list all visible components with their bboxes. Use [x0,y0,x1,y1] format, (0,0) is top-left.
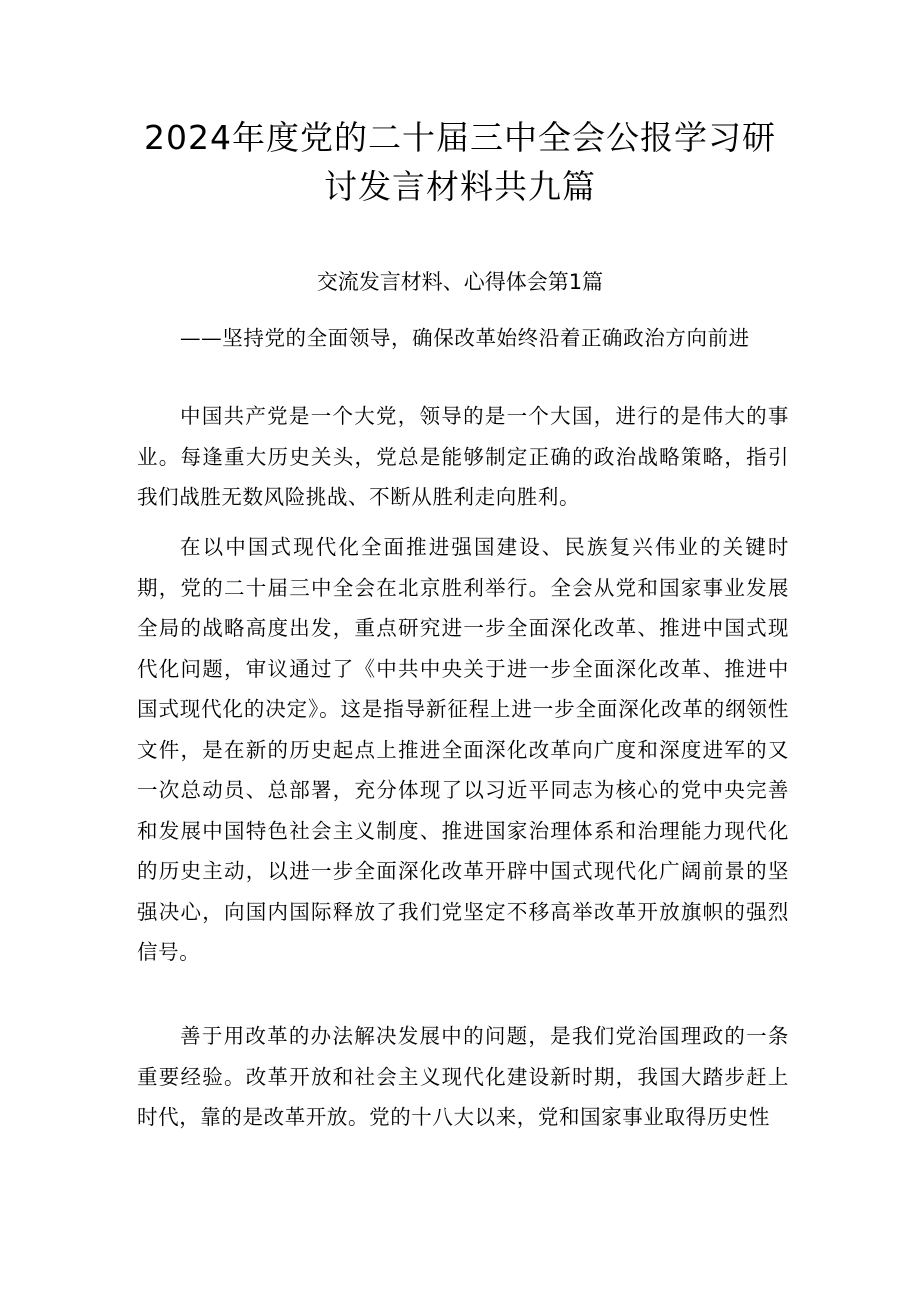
body-paragraph-2: 在以中国式现代化全面推进强国建设、民族复兴伟业的关键时期，党的二十届三中全会在北京胜利举行。全会从党和国家事业发展全局的战略高度出发，重点研究进一步全面深化改革、推进中国式现代化问题，审议通过了《中共中央关于进一步全面深化改革、推进中国式现代化的决定》。这是指导新征程上进一步全面深化改革的纲领性文件，是在新的历史起点上推进全面深化改革向广度和深度进军的又一次总动员、总部署，充分体现了以习近平同志为核心的党中央完善和发展中国特色社会主义制度、推进国家治理体系和治理能力现代化的历史主动，以进一步全面深化改革开辟中国式现代化广阔前景的坚强决心，向国内国际释放了我们党坚定不移高举改革开放旗帜的强烈信号。 [137,535,789,964]
document-title: 2024年度党的二十届三中全会公报学习研讨发言材料共九篇 [144,118,776,206]
body-paragraph-3: 善于用改革的办法解决发展中的问题，是我们党治国理政的一条重要经验。改革开放和社会主义现代化建设新时期，我国大踏步赶上时代，靠的是改革开放。党的十八大以来，党和国家事业取得历史性 [137,1024,789,1129]
section-subtitle: ——坚持党的全面领导，确保改革始终沿着正确政治方向前进 [180,326,750,350]
body-paragraph-1: 中国共产党是一个大党，领导的是一个大国，进行的是伟大的事业。每逢重大历史关头，党总是能够制定正确的政治战略策略，指引我们战胜无数风险挑战、不断从胜利走向胜利。 [137,404,789,509]
section-heading: 交流发言材料、心得体会第1篇 [316,270,604,294]
